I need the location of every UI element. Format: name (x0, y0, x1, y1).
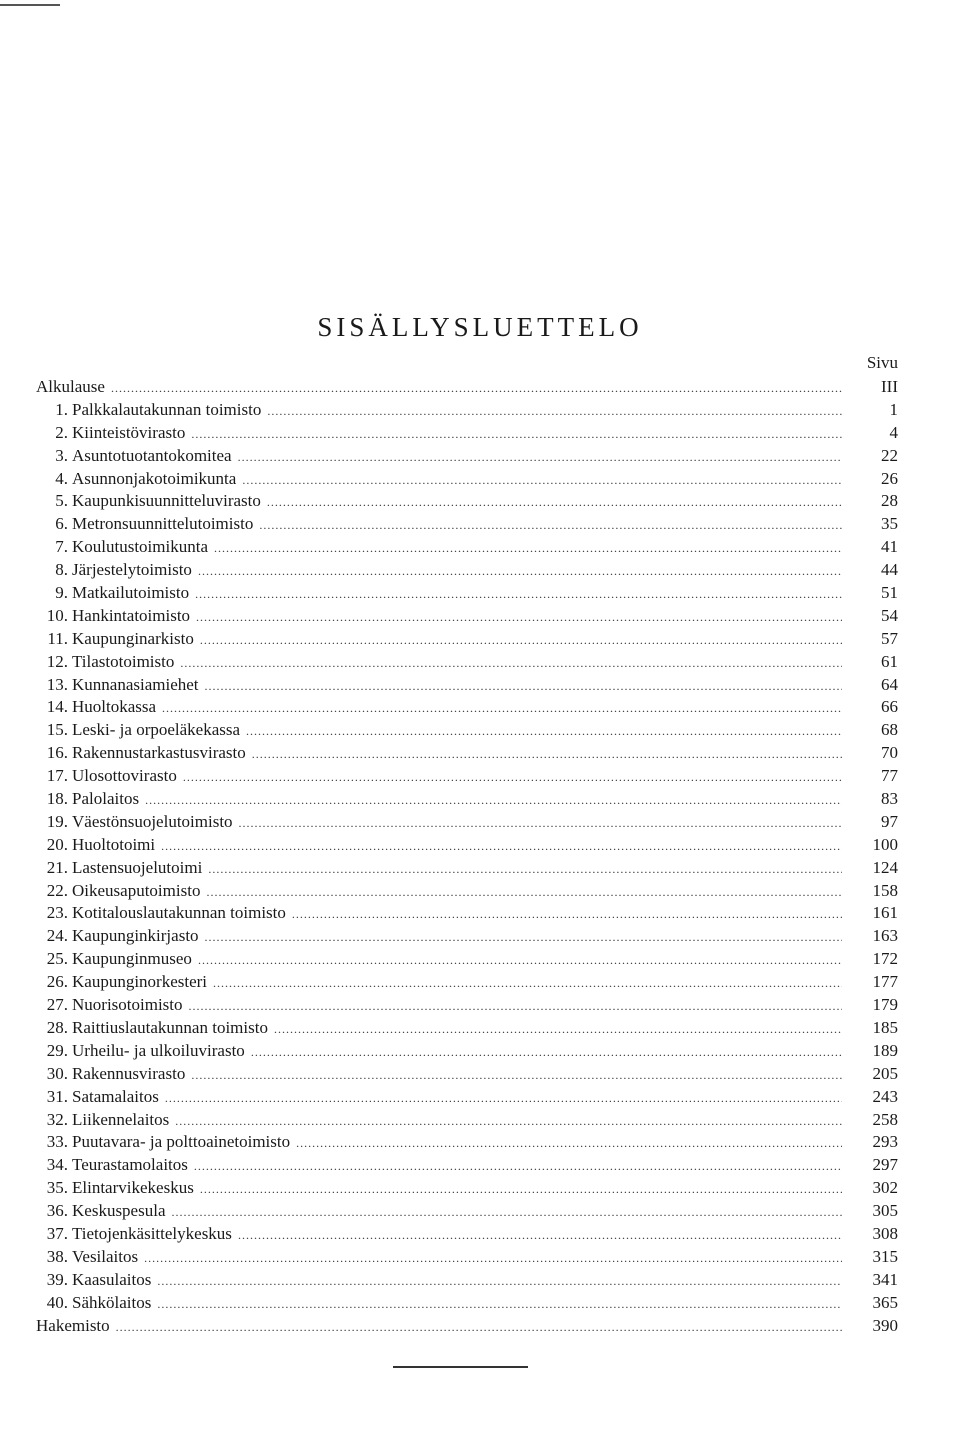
toc-entry-number: 28. (46, 1017, 68, 1037)
dot-leader (200, 1178, 842, 1201)
toc-entry-label: Nuorisotoimisto (72, 995, 183, 1015)
toc-entry-page: 161 (872, 903, 898, 923)
toc-entry-number: 18. (46, 789, 68, 809)
toc-entry-number: 20. (46, 834, 68, 854)
toc-entry-page: 124 (872, 857, 898, 877)
toc-entry-label: Rakennustarkastusvirasto (72, 743, 246, 763)
toc-entry-page: 297 (872, 1155, 898, 1175)
toc-entry-number: 2. (55, 422, 68, 442)
dot-leader (116, 1316, 842, 1339)
dot-leader (205, 926, 842, 949)
page-column-header: Sivu (866, 353, 898, 372)
toc-entry-number: 13. (46, 674, 68, 694)
toc-entry-page: 258 (872, 1109, 898, 1129)
toc-entry-number: 38. (46, 1246, 68, 1266)
toc-entry-page: 28 (881, 491, 898, 511)
toc-entry-label: Vesilaitos (72, 1246, 139, 1266)
toc-entry (34, 788, 898, 811)
dot-leader (165, 1087, 842, 1110)
toc-entry (34, 1223, 898, 1246)
toc-entry-label: Kaupunkisuunnitteluvirasto (72, 491, 261, 511)
toc-entry-label: Teurastamolaitos (72, 1155, 188, 1175)
toc-entry-label: Hankintatoimisto (72, 605, 191, 625)
toc-entry-number: 40. (46, 1292, 68, 1312)
toc-entry-number: 30. (46, 1063, 68, 1083)
toc-entry (34, 719, 898, 742)
toc-entry (34, 857, 898, 880)
toc-entry-number: 21. (46, 857, 68, 877)
toc-entry (34, 1315, 898, 1338)
toc-entry-page: 44 (881, 560, 898, 580)
toc-entry (34, 1154, 898, 1177)
toc-entry-number: 17. (46, 766, 68, 786)
table-of-contents (34, 376, 898, 1337)
dot-leader (183, 766, 842, 789)
toc-entry-label: Kotitalouslautakunnan toimisto (72, 903, 286, 923)
toc-entry-label: Väestönsuojelutoimisto (72, 811, 233, 831)
dot-leader (196, 606, 842, 629)
toc-entry-page: 54 (881, 605, 898, 625)
toc-entry-number: 33. (46, 1132, 68, 1152)
toc-entry (34, 1086, 898, 1109)
toc-entry-page: 179 (872, 995, 898, 1015)
dot-leader (145, 789, 842, 812)
toc-entry (34, 422, 898, 445)
dot-leader (180, 652, 842, 675)
toc-entry-number: 35. (46, 1178, 68, 1198)
dot-leader (171, 1201, 842, 1224)
dot-leader (162, 697, 842, 720)
toc-entry-label: Liikennelaitos (72, 1109, 170, 1129)
toc-entry-number: 37. (46, 1223, 68, 1243)
toc-entry-page: 83 (881, 789, 898, 809)
toc-entry-page: 341 (872, 1269, 898, 1289)
dot-leader (205, 675, 842, 698)
dot-leader (198, 949, 842, 972)
toc-entry (34, 468, 898, 491)
toc-entry (34, 1292, 898, 1315)
toc-entry-label: Huoltotoimi (72, 834, 156, 854)
toc-entry (34, 513, 898, 536)
toc-entry-page: 315 (872, 1246, 898, 1266)
toc-entry (34, 399, 898, 422)
toc-entry-page: 172 (872, 949, 898, 969)
toc-entry-label: Rakennusvirasto (72, 1063, 186, 1083)
toc-entry-page: 64 (881, 674, 898, 694)
dot-leader (144, 1247, 842, 1270)
toc-entry-label: Kaupunginarkisto (72, 628, 194, 648)
toc-entry (34, 994, 898, 1017)
toc-entry (34, 834, 898, 857)
toc-entry-label: Elintarvikekeskus (72, 1178, 194, 1198)
toc-entry (34, 1063, 898, 1086)
toc-entry (34, 811, 898, 834)
toc-entry (34, 1269, 898, 1292)
toc-entry (34, 765, 898, 788)
toc-entry-number: 10. (46, 605, 68, 625)
toc-entry-label: Kaasulaitos (72, 1269, 152, 1289)
dot-leader (238, 446, 842, 469)
toc-entry-label: Urheilu- ja ulkoiluvirasto (72, 1040, 245, 1060)
toc-entry-label: Satamalaitos (72, 1086, 159, 1106)
toc-entry-page: 100 (872, 834, 898, 854)
toc-entry-label: Järjestelytoimisto (72, 560, 192, 580)
toc-entry-label: Lastensuojelutoimi (72, 857, 203, 877)
toc-entry-page: 77 (881, 766, 898, 786)
toc-entry (34, 674, 898, 697)
toc-entry-label: Palkkalautakunnan toimisto (72, 399, 262, 419)
toc-entry-number: 6. (55, 514, 68, 534)
toc-entry (34, 1109, 898, 1132)
dot-leader (267, 400, 842, 423)
toc-entry-page: 70 (881, 743, 898, 763)
toc-entry (34, 742, 898, 765)
top-edge-mark (0, 4, 60, 6)
toc-entry-page: 35 (881, 514, 898, 534)
toc-entry (34, 582, 898, 605)
dot-leader (198, 560, 842, 583)
toc-entry (34, 902, 898, 925)
toc-entry-page: 68 (881, 720, 898, 740)
dot-leader (208, 858, 842, 881)
toc-entry-number: 14. (46, 697, 68, 717)
toc-entry (34, 1040, 898, 1063)
toc-entry-number: 16. (46, 743, 68, 763)
toc-entry-label: Koulutustoimikunta (72, 537, 208, 557)
toc-entry (34, 628, 898, 651)
dot-leader (242, 469, 842, 492)
toc-entry-page: 189 (872, 1040, 898, 1060)
toc-entry-number: 34. (46, 1155, 68, 1175)
toc-entry-label: Kaupunginkirjasto (72, 926, 199, 946)
toc-entry-number: 32. (46, 1109, 68, 1129)
toc-entry (34, 925, 898, 948)
toc-entry (34, 1017, 898, 1040)
dot-leader (267, 491, 842, 514)
toc-entry-label: Puutavara- ja polttoainetoimisto (72, 1132, 291, 1152)
toc-entry (34, 880, 898, 903)
toc-entry (34, 651, 898, 674)
toc-entry-label: Alkulause (36, 377, 105, 396)
dot-leader (200, 629, 842, 652)
toc-entry-label: Leski- ja orpoeläkekassa (72, 720, 241, 740)
dot-leader (274, 1018, 842, 1041)
toc-entry-number: 4. (55, 468, 68, 488)
dot-leader (206, 881, 842, 904)
toc-entry-label: Sähkölaitos (72, 1292, 152, 1312)
toc-entry-number: 31. (46, 1086, 68, 1106)
toc-entry (34, 1246, 898, 1269)
toc-entry-page: 305 (872, 1201, 898, 1221)
toc-entry-page: 390 (872, 1315, 898, 1335)
toc-entry-label: Keskuspesula (72, 1201, 166, 1221)
toc-entry (34, 1131, 898, 1154)
dot-leader (189, 995, 842, 1018)
toc-entry-number: 36. (46, 1201, 68, 1221)
toc-entry-page: 97 (881, 811, 898, 831)
dot-leader (111, 377, 842, 400)
dot-leader (252, 743, 842, 766)
toc-entry-number: 26. (46, 972, 68, 992)
toc-entry-number: 1. (55, 399, 68, 419)
toc-entry-label: Raittiuslautakunnan toimisto (72, 1017, 268, 1037)
toc-entry-label: Kiinteistövirasto (72, 422, 186, 442)
toc-entry (34, 971, 898, 994)
dot-leader (214, 537, 842, 560)
toc-entry-page: 26 (881, 468, 898, 488)
toc-entry (34, 605, 898, 628)
toc-entry-number: 27. (46, 995, 68, 1015)
dot-leader (238, 1224, 842, 1247)
toc-entry-number: 12. (46, 651, 68, 671)
toc-entry-number: 3. (55, 445, 68, 465)
toc-entry-page: III (881, 377, 898, 396)
dot-leader (213, 972, 842, 995)
dot-leader (296, 1132, 842, 1155)
toc-entry-number: 9. (55, 583, 68, 603)
toc-entry (34, 536, 898, 559)
toc-entry (34, 490, 898, 513)
bottom-divider (393, 1366, 528, 1368)
toc-entry-page: 163 (872, 926, 898, 946)
dot-leader (194, 1155, 842, 1178)
toc-entry-page: 158 (872, 880, 898, 900)
toc-entry-label: Matkailutoimisto (72, 583, 190, 603)
dot-leader (292, 903, 842, 926)
toc-entry (34, 376, 898, 399)
dot-leader (191, 423, 842, 446)
dot-leader (157, 1293, 842, 1316)
toc-entry-page: 41 (881, 537, 898, 557)
toc-entry-number: 24. (46, 926, 68, 946)
dot-leader (251, 1041, 842, 1064)
toc-entry (34, 948, 898, 971)
toc-entry-number: 39. (46, 1269, 68, 1289)
toc-entry-page: 66 (881, 697, 898, 717)
toc-entry-number: 29. (46, 1040, 68, 1060)
toc-entry-page: 185 (872, 1017, 898, 1037)
toc-entry-number: 19. (46, 811, 68, 831)
toc-entry-page: 22 (881, 445, 898, 465)
toc-entry-page: 61 (881, 651, 898, 671)
toc-entry-page: 243 (872, 1086, 898, 1106)
toc-entry-number: 11. (47, 628, 68, 648)
toc-entry-number: 22. (46, 880, 68, 900)
toc-entry (34, 696, 898, 719)
toc-entry-number: 8. (55, 560, 68, 580)
toc-entry-page: 308 (872, 1223, 898, 1243)
dot-leader (195, 583, 842, 606)
toc-entry-page: 1 (889, 399, 898, 419)
toc-entry-label: Hakemisto (36, 1315, 110, 1335)
toc-entry-number: 5. (55, 491, 68, 511)
dot-leader (239, 812, 842, 835)
toc-entry-label: Tilastotoimisto (72, 651, 175, 671)
toc-entry-label: Asunnonjakotoimikunta (72, 468, 237, 488)
toc-entry-label: Metronsuunnittelutoimisto (72, 514, 254, 534)
dot-leader (175, 1110, 842, 1133)
toc-entry-label: Kaupunginorkesteri (72, 972, 208, 992)
toc-entry (34, 445, 898, 468)
page-title: SISÄLLYSLUETTELO (317, 312, 643, 342)
dot-leader (246, 720, 842, 743)
toc-entry-page: 302 (872, 1178, 898, 1198)
toc-entry-label: Oikeusaputoimisto (72, 880, 201, 900)
toc-entry-page: 293 (872, 1132, 898, 1152)
dot-leader (157, 1270, 842, 1293)
toc-entry-label: Kunnanasiamiehet (72, 674, 199, 694)
toc-entry-page: 51 (881, 583, 898, 603)
toc-entry-page: 4 (889, 422, 898, 442)
toc-entry-page: 57 (881, 628, 898, 648)
toc-entry-number: 25. (46, 949, 68, 969)
toc-entry-label: Palolaitos (72, 789, 140, 809)
dot-leader (161, 835, 842, 858)
dot-leader (259, 514, 842, 537)
toc-entry-label: Asuntotuotantokomitea (72, 445, 232, 465)
toc-entry-label: Tietojenkäsittelykeskus (72, 1223, 232, 1243)
toc-entry-label: Huoltokassa (72, 697, 157, 717)
toc-entry-number: 23. (46, 903, 68, 923)
toc-entry-page: 177 (872, 972, 898, 992)
toc-entry-page: 365 (872, 1292, 898, 1312)
toc-entry (34, 1200, 898, 1223)
toc-entry-number: 7. (55, 537, 68, 557)
toc-entry-label: Kaupunginmuseo (72, 949, 192, 969)
dot-leader (191, 1064, 842, 1087)
toc-entry (34, 1177, 898, 1200)
toc-entry-label: Ulosottovirasto (72, 766, 177, 786)
toc-entry-number: 15. (46, 720, 68, 740)
toc-entry-page: 205 (872, 1063, 898, 1083)
toc-entry (34, 559, 898, 582)
